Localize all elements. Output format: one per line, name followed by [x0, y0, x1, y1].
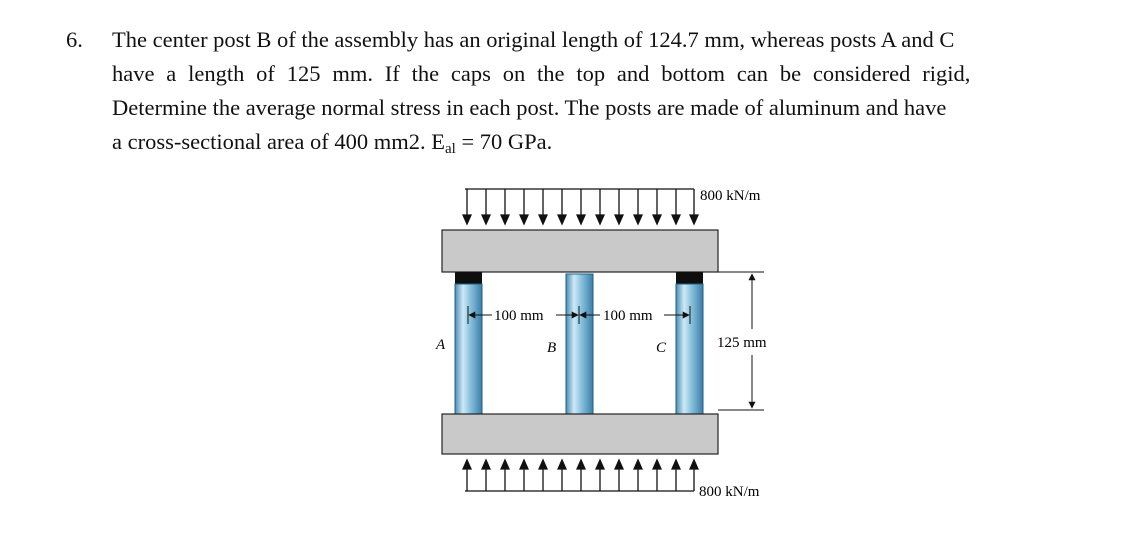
top-load-label: 800 kN/m	[700, 188, 761, 204]
problem-line-1: The center post B of the assembly has an original length of 124.7 mm, whereas posts A and C	[112, 27, 955, 52]
post-label-b: B	[547, 340, 557, 356]
height-label: 125 mm	[717, 335, 767, 351]
bottom-rigid-cap	[442, 414, 718, 454]
line-4-end: = 70 GPa.	[455, 129, 553, 154]
top-distributed-load	[463, 189, 698, 224]
top-rigid-cap	[442, 230, 718, 272]
post-a	[455, 284, 482, 414]
problem-line-2: have a length of 125 mm. If the caps on the top and bottom can be considered rigid,	[112, 61, 971, 86]
spacing-label-bc: 100 mm	[603, 308, 653, 324]
post-label-c: C	[656, 340, 667, 356]
bottom-load-label: 800 kN/m	[699, 484, 760, 500]
post-b	[566, 274, 593, 414]
spacing-label-ab: 100 mm	[494, 308, 544, 324]
problem-line-3: Determine the average normal stress in each post. The posts are made of aluminum and have	[112, 95, 947, 120]
modulus-subscript: al	[445, 141, 456, 157]
problem-number: 6.	[66, 27, 83, 52]
post-label-a: A	[436, 337, 446, 353]
post-c	[676, 284, 703, 414]
line-4-text: a cross-sectional area of 400 mm2. E	[112, 129, 446, 154]
bottom-distributed-load	[463, 460, 698, 491]
